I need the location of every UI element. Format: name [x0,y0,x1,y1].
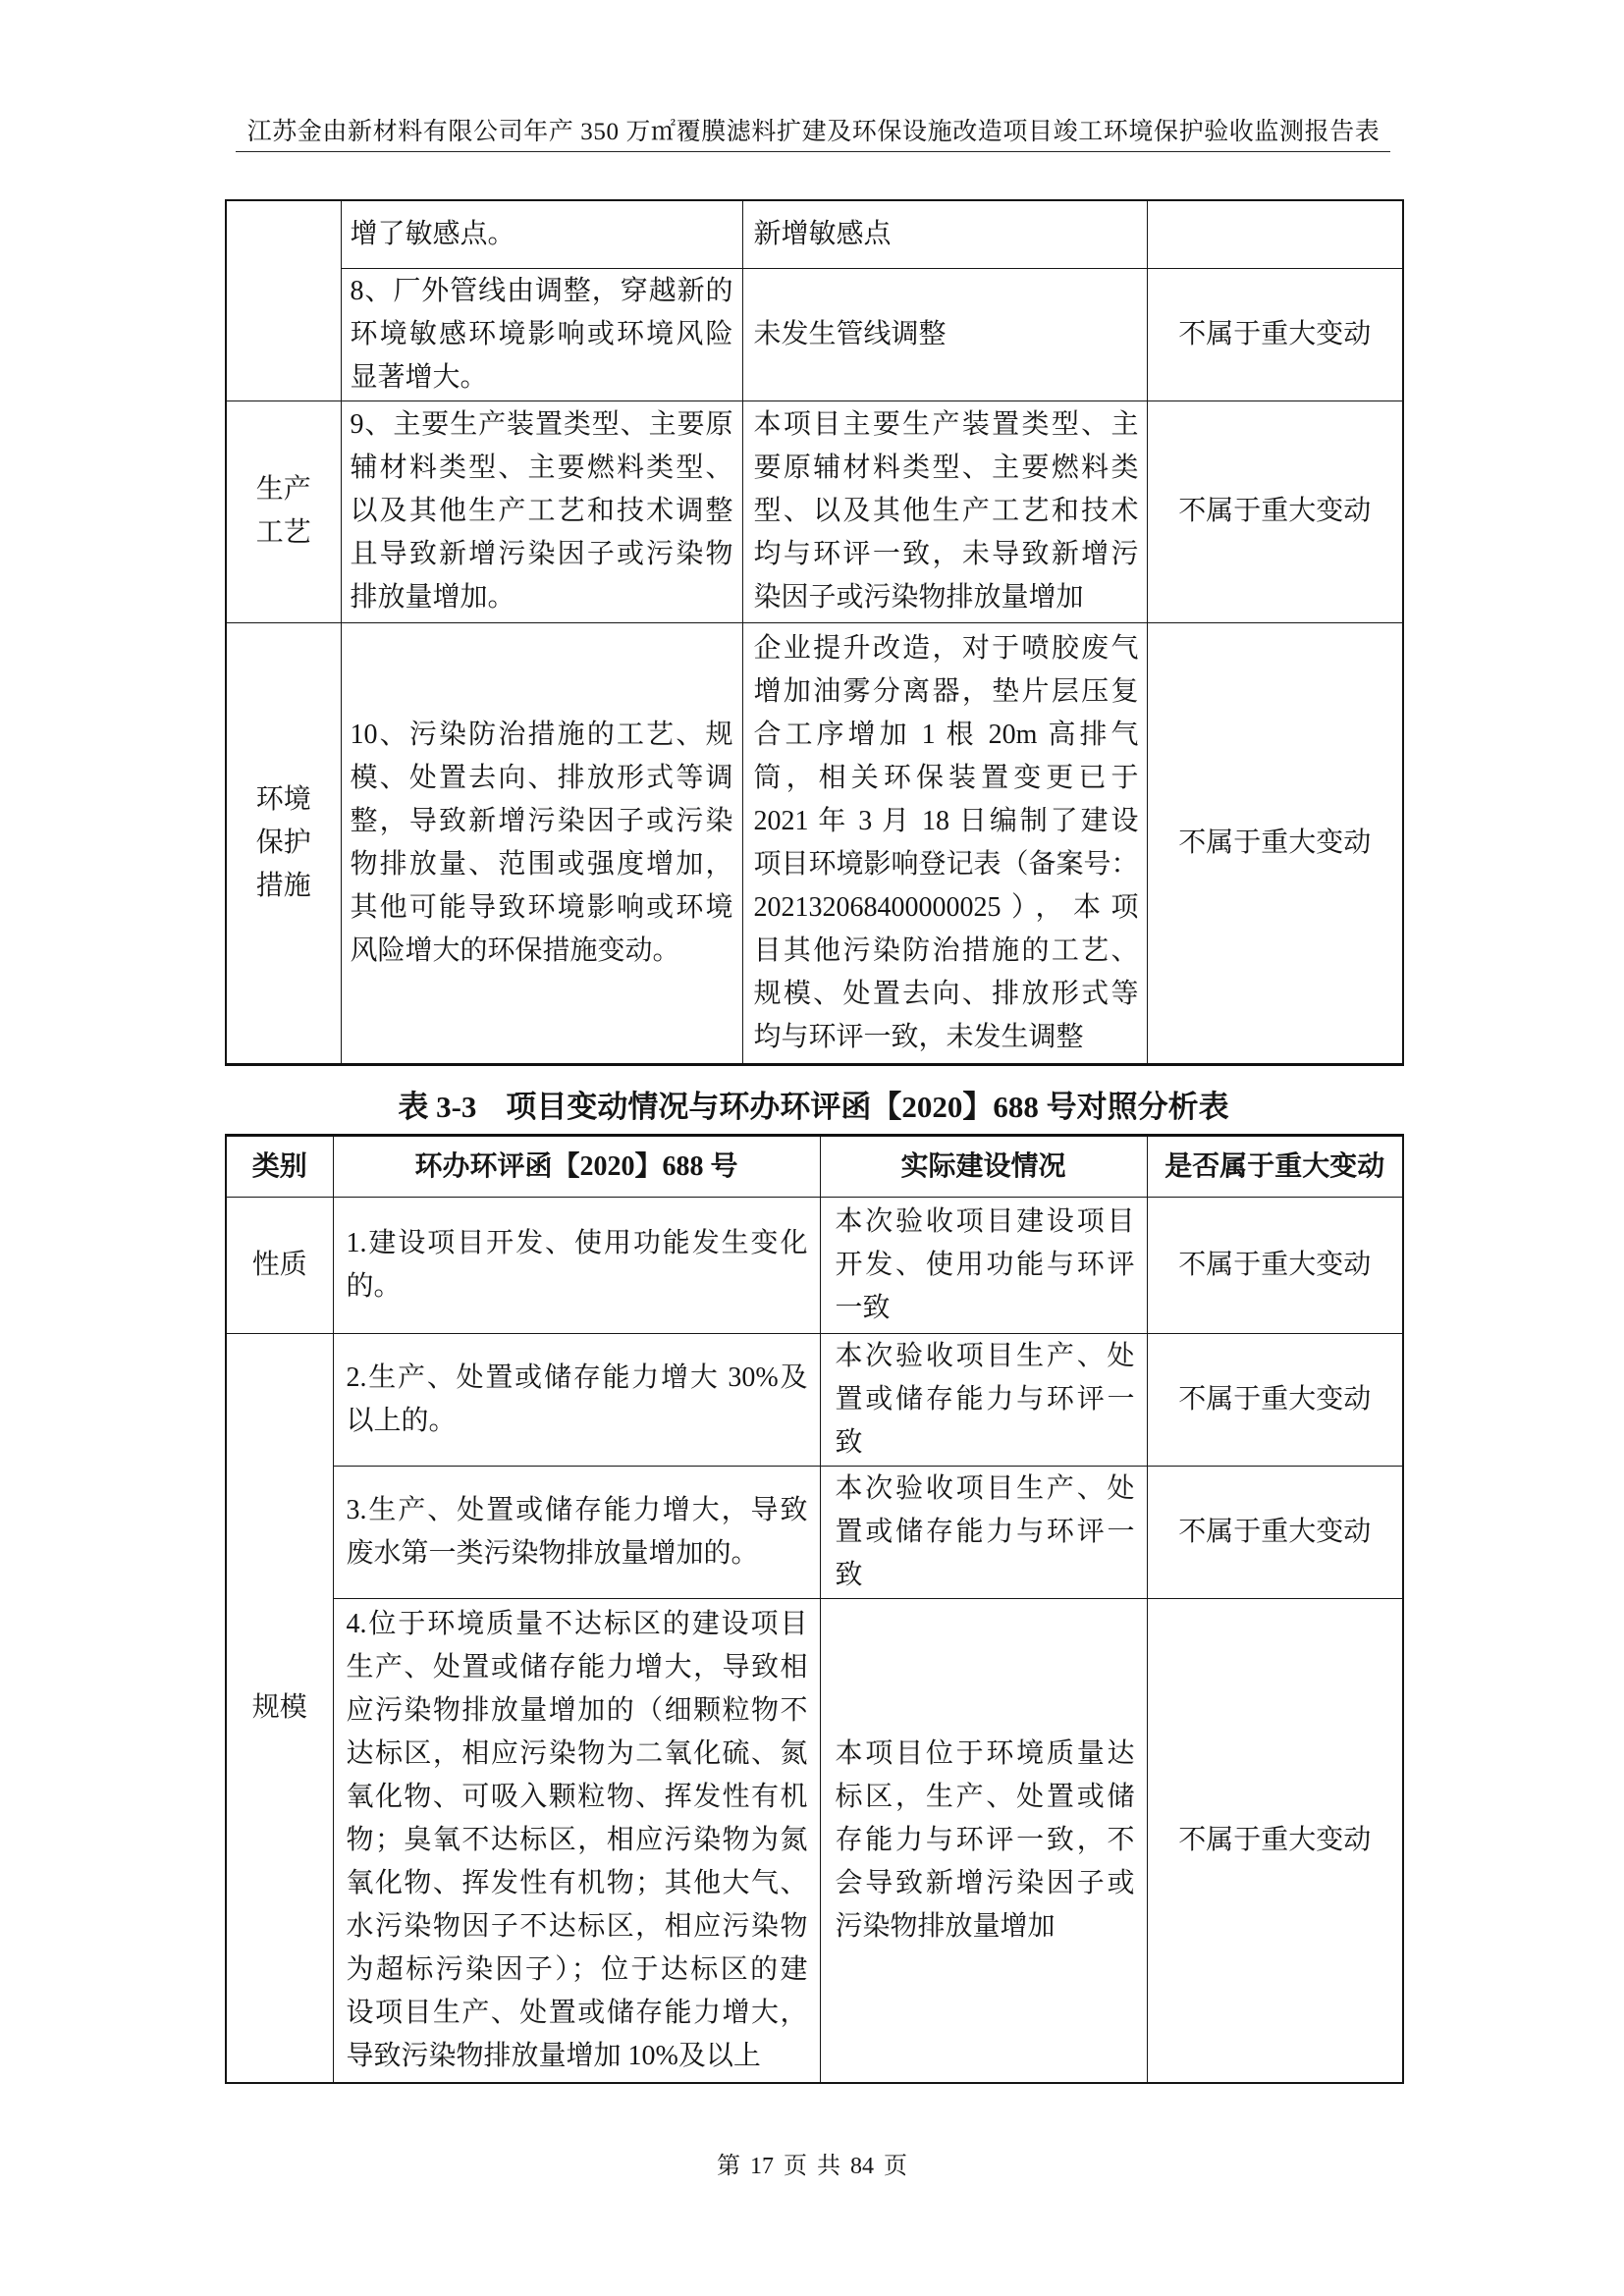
text-line: 达标区，相应污染物为二氧化硫、氮 [346,1737,808,1769]
text-line: 增加油雾分离器，垫片层压复 [753,675,1139,707]
text-line: 导致污染物排放量增加 10%及以上 [346,2040,761,2071]
text-line: 环境敏感环境影响或环境风险 [350,318,733,349]
text-line: 本次验收项目生产、处 [835,1341,1135,1371]
text-line: 风险增大的环保措施变动。 [350,934,680,966]
table-row [226,1198,1403,1334]
text-line: 3.生产、处置或储存能力增大，导致 [346,1495,808,1525]
text-line: 10、污染防治措施的工艺、规 [350,719,733,750]
category-cell [226,1334,333,2083]
conclusion-cell: 不属于重大变动 [1147,1334,1403,1467]
text-line: 要原辅材料类型、主要燃料类 [753,453,1139,483]
text-line: 企业提升改造，对于喷胶废气 [753,632,1139,664]
change-comparison-table [225,1134,1404,2084]
column-header-major-change: 是否属于重大变动 [1147,1136,1403,1198]
text-line: 项目环境影响登记表（备案号： [753,848,1139,880]
text-line: 保护 [255,827,311,858]
text-line: 致 [835,1427,863,1458]
text-line: 本次验收项目生产、处 [835,1473,1135,1504]
conclusion-cell: 不属于重大变动 [1147,1599,1403,2083]
requirement-cell [333,1467,820,1599]
category-cell [226,200,341,400]
table-number: 表 3-3 [398,1090,477,1124]
text-line: 未发生管线调整 [753,318,947,349]
text-line: 均与环评一致，未发生调整 [753,1021,1084,1052]
table-row [226,622,1403,1064]
text-line: 本项目主要生产装置类型、主 [753,409,1139,440]
requirement-cell [333,1334,820,1467]
column-header-requirement: 环办环评函【2020】688 号 [333,1136,820,1198]
text-line: 以及其他生产工艺和技术调整 [350,496,733,526]
text-line: 其他可能导致环境影响或环境 [350,891,733,923]
text-line: 9、主要生产装置类型、主要原 [350,409,733,440]
text-line: 废水第一类污染物排放量增加的。 [346,1538,759,1569]
table-header-row [226,1136,1403,1198]
text-line: 本次验收项目建设项目 [835,1206,1135,1237]
table-row [226,200,1403,268]
text-line: 新增敏感点 [753,218,892,249]
text-line: 致 [835,1560,863,1590]
text-line: 且导致新增污染因子或污染物 [350,539,733,569]
requirement-cell [333,1599,820,2083]
table-row [226,268,1403,400]
page-number: 第 17 页 共 84 页 [717,2154,907,2179]
text-line: 染因子或污染物排放量增加 [753,582,1084,613]
text-line: 生产、处置或储存能力增大，导致相 [346,1651,808,1682]
table-row [226,1334,1403,1467]
text-line: 标区，生产、处置或储 [835,1781,1135,1812]
text-line: 氧化物、可吸入颗粒物、挥发性有机 [346,1781,808,1812]
text-line: 排放量增加。 [350,582,515,613]
column-header-actual-construction: 实际建设情况 [820,1136,1147,1198]
category-label: 规模 [251,1691,307,1723]
table-row [226,1467,1403,1599]
text-line: 增了敏感点。 [350,218,515,249]
conclusion-cell: 不属于重大变动 [1147,400,1403,622]
text-line: 置或储存能力与环评一 [835,1517,1135,1547]
text-line: 显著增大。 [350,361,488,393]
text-line: 2021 年 3 月 18 日编制了建设 [753,805,1139,836]
text-line: 物排放量、范围或强度增加， [350,848,733,880]
conclusion-cell: 不属于重大变动 [1147,1467,1403,1599]
text-line: 辅材料类型、主要燃料类型、 [350,453,733,483]
text-line: 会导致新增污染因子或 [835,1867,1135,1898]
text-line: 合工序增加 1 根 20m 高排气 [753,719,1139,750]
table-caption [225,1085,1402,1130]
requirement-cell [341,622,742,1064]
requirement-cell [341,268,742,400]
conclusion-cell: 不属于重大变动 [1147,622,1403,1064]
text-line: 存能力与环评一致，不 [835,1824,1135,1855]
actual-construction-cell [820,1198,1147,1334]
text-line: 模、处置去向、排放形式等调 [350,762,733,793]
conclusion-cell: 不属于重大变动 [1147,268,1403,400]
table-row [226,400,1403,622]
actual-construction-cell [820,1334,1147,1467]
text-line: 环境 [255,783,311,815]
text-line: 开发、使用功能与环评 [835,1250,1135,1280]
table-row [226,1599,1403,2083]
text-line: 工艺 [255,517,311,548]
conclusion-cell: 不属于重大变动 [1147,1198,1403,1334]
category-cell [226,622,341,1064]
text-line: 设项目生产、处置或储存能力增大， [346,1997,808,2028]
text-line: 生产 [255,474,311,505]
text-line: 4.位于环境质量不达标区的建设项目 [346,1608,808,1639]
text-line: 置或储存能力与环评一 [835,1384,1135,1415]
requirement-cell [341,200,742,268]
category-label: 性质 [251,1250,307,1280]
text-line: 水污染物因子不达标区，相应污染物 [346,1910,808,1942]
conclusion-cell [1147,200,1403,268]
requirement-cell [341,400,742,622]
text-line: 1.建设项目开发、使用功能发生变化 [346,1228,808,1258]
text-line: 8、厂外管线由调整，穿越新的 [350,275,733,306]
column-header-category: 类别 [226,1136,333,1198]
text-line: 本项目位于环境质量达 [835,1737,1135,1769]
text-line: 规模、处置去向、排放形式等 [753,978,1139,1009]
change-analysis-table-continued [225,199,1404,1066]
running-header [225,114,1402,151]
text-line: 以上的。 [346,1406,457,1436]
text-line: 目其他污染防治措施的工艺、 [753,934,1139,966]
table-title: 项目变动情况与环办环评函【2020】688 号对照分析表 [506,1090,1229,1124]
text-line: 为超标污染因子）；位于达标区的建 [346,1953,808,1985]
actual-construction-cell [820,1467,1147,1599]
text-line: 应污染物排放量增加的（细颗粒物不 [346,1694,808,1726]
text-line: 整，导致新增污染因子或污染 [350,805,733,836]
text-line: 筒，相关环保装置变更已于 [753,762,1139,793]
text-line: 2.生产、处置或储存能力增大 30%及 [346,1362,808,1393]
text-line: 措施 [255,870,311,901]
actual-construction-cell [742,622,1147,1064]
text-line: 氧化物、挥发性有机物；其他大气、 [346,1867,808,1898]
category-cell [226,400,341,622]
actual-construction-cell [742,268,1147,400]
text-line: 的。 [346,1271,402,1302]
category-cell [226,1198,333,1334]
text-line: 202132068400000025），本项 [753,891,1139,923]
actual-construction-cell [820,1599,1147,2083]
text-line: 物；臭氧不达标区，相应污染物为氮 [346,1824,808,1855]
requirement-cell [333,1198,820,1334]
actual-construction-cell [742,200,1147,268]
report-title: 江苏金由新材料有限公司年产 350 万㎡覆膜滤料扩建及环保设施改造项目竣工环境保护验收监测报告表 [246,119,1380,145]
header-divider [236,151,1390,152]
actual-construction-cell [742,400,1147,622]
text-line: 型、以及其他生产工艺和技术 [753,496,1139,526]
text-line: 均与环评一致，未导致新增污 [753,539,1139,569]
text-line: 一致 [835,1293,891,1323]
text-line: 污染物排放量增加 [835,1910,1056,1942]
